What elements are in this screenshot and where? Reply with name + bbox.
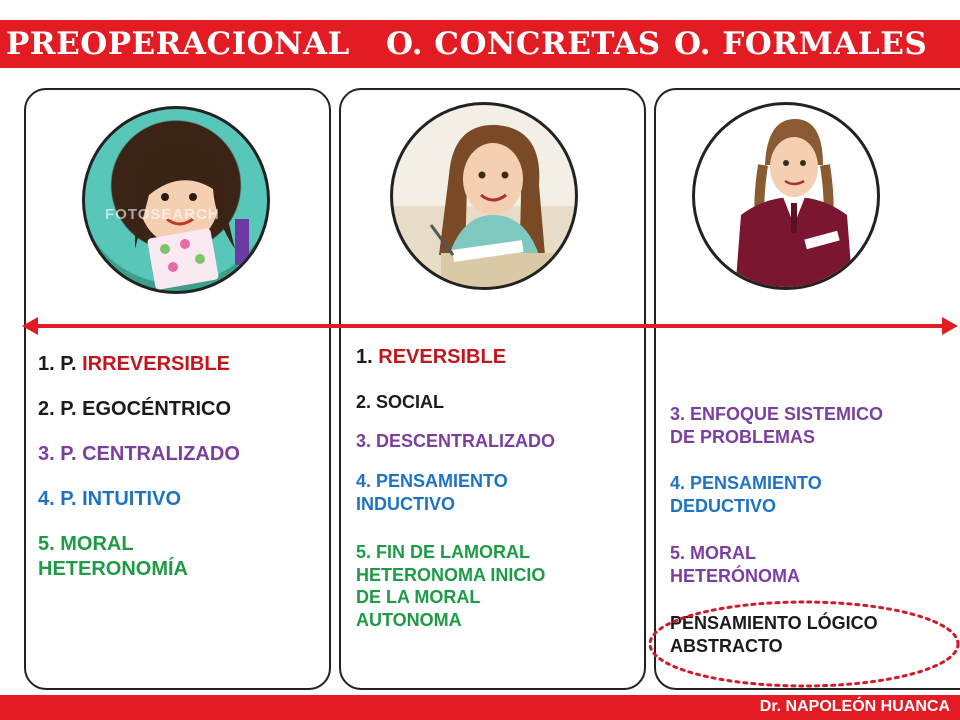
formales-item-4: 4. PENSAMIENTO DEDUCTIVO xyxy=(670,473,822,516)
author-credit: Dr. NAPOLEÓN HUANCA xyxy=(759,698,950,715)
preop-item-1: 1. P. IRREVERSIBLE xyxy=(38,353,230,375)
stage-title-concretas: O. CONCRETAS xyxy=(386,26,661,62)
concretas-item-2: 2. SOCIAL xyxy=(356,392,445,412)
child-photo-concretas xyxy=(390,102,578,290)
concretas-item-3: 3. DESCENTRALIZADO xyxy=(356,431,556,451)
formales-item-5: 5. MORAL HETERÓNOMA xyxy=(670,543,800,586)
photo-watermark: FOTOSEARCH xyxy=(105,206,220,223)
development-arrow xyxy=(20,313,960,339)
schoolgirl-illustration xyxy=(393,105,578,290)
preop-item-3: 3. P. CENTRALIZADO xyxy=(38,443,240,465)
formales-item-3: 3. ENFOQUE SISTEMICO DE PROBLEMAS xyxy=(670,404,884,447)
stage-header-banner xyxy=(0,20,960,68)
stage-title-formales: O. FORMALES xyxy=(674,26,928,62)
footer-banner xyxy=(0,695,960,720)
concretas-item-4: 4. PENSAMIENTO INDUCTIVO xyxy=(356,471,508,514)
preop-item-2: 2. P. EGOCÉNTRICO xyxy=(38,398,232,420)
preop-item-4: 4. P. INTUITIVO xyxy=(38,488,181,510)
child-photo-formales xyxy=(692,102,880,290)
stage-title-preoperacional: PREOPERACIONAL xyxy=(6,26,350,62)
highlight-ellipse xyxy=(644,598,960,692)
concretas-item-1: 1. REVERSIBLE xyxy=(356,346,507,368)
preop-item-5: 5. MORAL HETERONOMÍA xyxy=(38,533,188,580)
child-photo-preoperacional xyxy=(82,106,270,294)
formales-abstract-thinking: PENSAMIENTO LÓGICO ABSTRACTO xyxy=(670,613,878,656)
toddler-illustration xyxy=(85,109,270,294)
uniformed-girl-illustration xyxy=(695,105,880,290)
concretas-item-5: 5. FIN DE LAMORAL HETERONOMA INICIO DE LA MORAL AUTONOMA xyxy=(356,542,546,630)
